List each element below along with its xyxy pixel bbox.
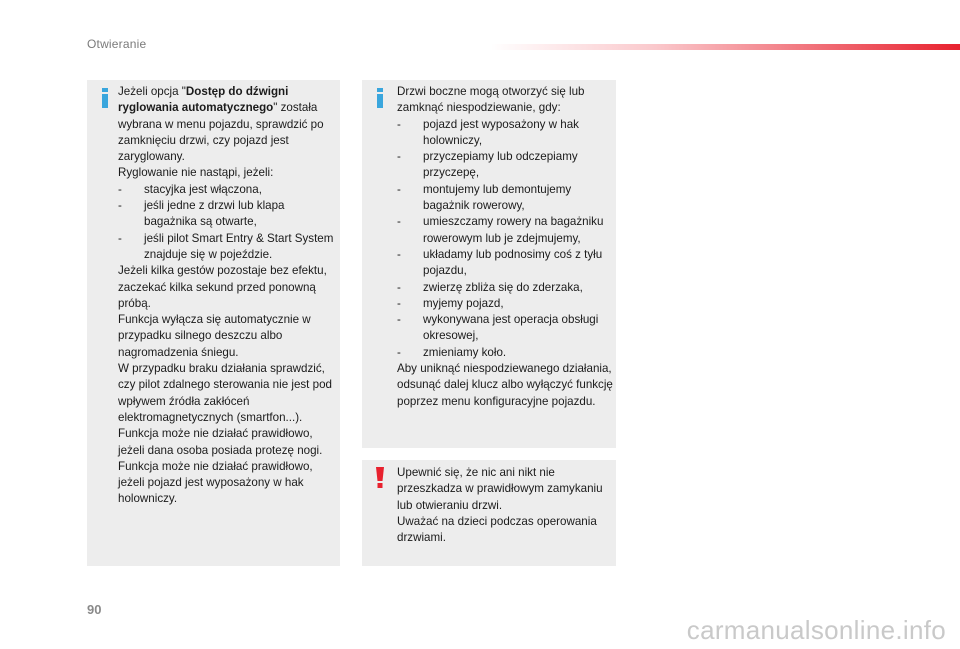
page-number: 90 [87,602,102,617]
paragraph: Funkcja może nie działać prawidłowo, jeżeli pojazd jest wyposażony w hak holowniczy. [118,459,313,506]
list-item: - pojazd jest wyposażony w hak holowniczy, [397,117,616,150]
list-item: - stacyjka jest włączona, [118,182,340,198]
info-text-auto-lock [118,84,340,508]
closing-paragraph: Aby uniknąć niespodziewanego działania, odsunąć dalej klucz albo wyłączyć funkcję poprzez menu konfiguracyjne pojazdu. [397,362,613,408]
list-item: - jeśli pilot Smart Entry & Start System znajduje się w pojeździe. [118,231,340,264]
paragraph: Funkcja może nie działać prawidłowo, jeżeli dana osoba posiada protezę nogi. [118,427,323,457]
condition-list [118,182,340,263]
section-title: Otwieranie [87,37,147,51]
paragraph: Upewnić się, że nic ani nikt nie przeszkadza w prawidłowym zamykaniu lub otwieraniu drzwi. [397,466,603,512]
list-item: - układamy lub podnosimy coś z tyłu pojazdu, [397,247,616,280]
paragraph: Uważać na dzieci podczas operowania drzwiami. [397,514,597,545]
info-text-side-doors [397,84,616,410]
warning-exclamation-icon [374,467,386,489]
situation-list [397,117,616,361]
info-icon [98,88,112,108]
intro-paragraph: Jeżeli opcja "Dostęp do dźwigni ryglowania automatycznego" została wybrana w menu pojazdu, sprawdzić po zamknięciu drzwi, czy pojazd jest zaryglowany. [118,85,324,164]
list-item: - przyczepiamy lub odczepiamy przyczepę, [397,149,616,182]
header-accent-rule [490,44,960,50]
info-icon [373,88,387,108]
list-item: - umieszczamy rowery na bagażniku rowerowym lub je zdejmujemy, [397,214,616,247]
paragraph: Jeżeli kilka gestów pozostaje bez efektu, zaczekać kilka sekund przed ponowną próbą. [118,264,327,310]
list-item: - myjemy pojazd, [397,296,616,312]
list-item: - zmieniamy koło. [397,345,616,361]
watermark: carmanualsonline.info [686,615,946,645]
paragraph: Funkcja wyłącza się automatycznie w przypadku silnego deszczu albo nagromadzenia śniegu. [118,313,311,359]
lead-in: Drzwi boczne mogą otworzyć się lub zamknąć niespodziewanie, gdy: [397,85,585,115]
list-item: - jeśli jedne z drzwi lub klapa bagażnika są otwarte, [118,198,340,231]
paragraph: W przypadku braku działania sprawdzić, czy pilot zdalnego sterowania nie jest pod wpływem źródła zakłóceń elektromagnetycznych (smartfon...). [118,362,332,424]
list-item: - zwierzę zbliża się do zderzaka, [397,280,616,296]
lead-in: Ryglowanie nie nastąpi, jeżeli: [118,166,274,180]
list-item: - montujemy lub demontujemy bagażnik rowerowy, [397,182,616,215]
warning-text [397,465,616,546]
list-item: - wykonywana jest operacja obsługi okresowej, [397,312,616,345]
option-name: Dostęp do dźwigni ryglowania automatycznego [118,85,289,115]
